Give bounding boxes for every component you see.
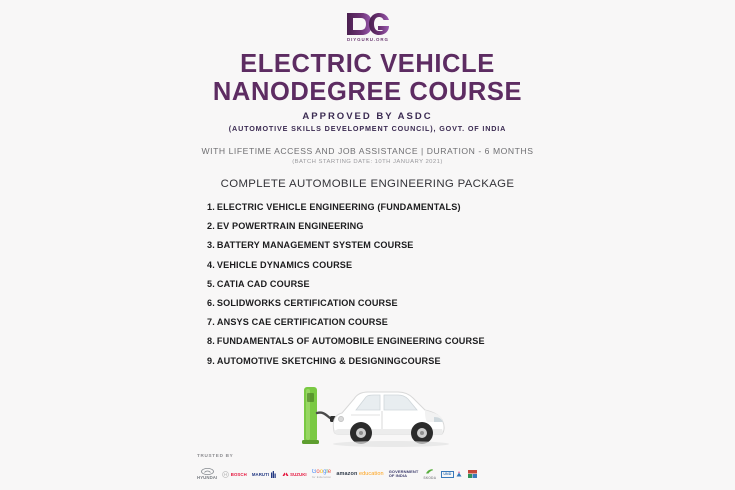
- bosch-logo-icon: [222, 471, 247, 478]
- course-label: EV POWERTRAIN ENGINEERING: [216, 221, 364, 232]
- hyundai-label: HYUNDAI: [197, 475, 218, 481]
- list-item: [207, 356, 735, 366]
- suzuki-mark-icon: [282, 471, 289, 478]
- bosch-mark-icon: [222, 471, 229, 478]
- page-title: [213, 51, 522, 106]
- course-label: SOLIDWORKS CERTIFICATION COURSE: [216, 298, 398, 308]
- amazon-sublabel: education: [358, 471, 384, 477]
- und-mark-icon: [455, 471, 463, 478]
- footer: [197, 453, 497, 482]
- govt-skill-logo-icon: [389, 470, 419, 478]
- suzuki-label: SUZUKI: [290, 471, 307, 477]
- course-label: ANSYS CAE CERTIFICATION COURSE: [216, 317, 388, 328]
- course-number: 2.: [207, 221, 215, 232]
- course-label: CATIA CAD COURSE: [216, 278, 310, 289]
- approved-by-sublabel: (AUTOMOTIVE SKILLS DEVELOPMENT COUNCIL), GOVT. OF INDIA: [228, 124, 507, 134]
- partner-last-logo-icon: [468, 470, 477, 478]
- course-list: [0, 202, 735, 375]
- list-item: [207, 260, 735, 270]
- course-number: 3.: [207, 240, 215, 251]
- course-number: 4.: [207, 259, 215, 270]
- maruti-logo-icon: [252, 471, 277, 478]
- govt-sublabel: OF INDIA: [388, 473, 408, 478]
- duration-label: WITH LIFETIME ACCESS AND JOB ASSISTANCE | DURATION - 6 MONTHS: [201, 146, 534, 157]
- list-item: [207, 240, 735, 250]
- maruti-label: MARUTI: [251, 471, 270, 477]
- und-logo-icon: [441, 471, 463, 478]
- title-line-1: ELECTRIC VEHICLE: [240, 50, 495, 78]
- course-number: 9.: [207, 355, 215, 366]
- course-label: AUTOMOTIVE SKETCHING & DESIGNINGCOURSE: [216, 355, 441, 366]
- trusted-by-label: TRUSTED BY: [197, 453, 234, 458]
- skoda-mark-icon: [425, 468, 434, 475]
- logo-subtext: DIYGURU.ORG: [346, 37, 389, 42]
- course-number: 6.: [207, 298, 215, 308]
- course-label: BATTERY MANAGEMENT SYSTEM COURSE: [216, 240, 414, 251]
- list-item: [207, 336, 735, 346]
- electric-car-charging-icon: [294, 377, 454, 449]
- course-number: 1.: [207, 202, 215, 213]
- bosch-label: BOSCH: [230, 471, 247, 477]
- google-sublabel: for Education: [311, 475, 332, 479]
- brand-logo: [346, 12, 390, 42]
- google-logo-icon: [312, 469, 332, 479]
- partner-last-mark-icon: [468, 470, 477, 478]
- title-line-2: NANODEGREE COURSE: [212, 77, 523, 106]
- course-number: 7.: [207, 317, 215, 328]
- list-item: [207, 202, 735, 212]
- maruti-mark-icon: [271, 471, 277, 478]
- amazon-label: amazon: [336, 471, 358, 477]
- course-label: ELECTRIC VEHICLE ENGINEERING (FUNDAMENTALS): [216, 202, 461, 213]
- suzuki-logo-icon: [282, 471, 307, 478]
- course-number: 5.: [207, 278, 215, 289]
- google-label: Google: [311, 469, 332, 475]
- partner-logo-strip: [197, 466, 497, 482]
- course-label: VEHICLE DYNAMICS COURSE: [216, 259, 353, 270]
- list-item: [207, 279, 735, 289]
- list-item: [207, 298, 735, 308]
- approved-by-label: APPROVED BY ASDC: [302, 111, 433, 123]
- hyundai-mark-icon: [201, 468, 214, 475]
- govt-label: GOVERNMENT: [388, 468, 419, 474]
- electric-car-icon: [333, 392, 449, 447]
- batch-start-label: (BATCH STARTING DATE: 10TH JANUARY 2021): [292, 159, 443, 166]
- course-number: 8.: [207, 336, 215, 347]
- skoda-label: SKODA: [423, 475, 437, 480]
- charging-station-icon: [302, 387, 336, 444]
- list-item: [207, 317, 735, 327]
- course-label: FUNDAMENTALS OF AUTOMOBILE ENGINEERING COURSE: [216, 336, 485, 347]
- package-heading: COMPLETE AUTOMOBILE ENGINEERING PACKAGE: [220, 178, 515, 191]
- hyundai-logo-icon: [197, 468, 217, 481]
- illustration-container: [294, 377, 454, 449]
- amazon-education-logo-icon: [336, 471, 383, 477]
- dg-monogram-icon: [346, 12, 390, 36]
- und-label: UND: [441, 471, 453, 478]
- skoda-logo-icon: [423, 468, 436, 480]
- list-item: [207, 221, 735, 231]
